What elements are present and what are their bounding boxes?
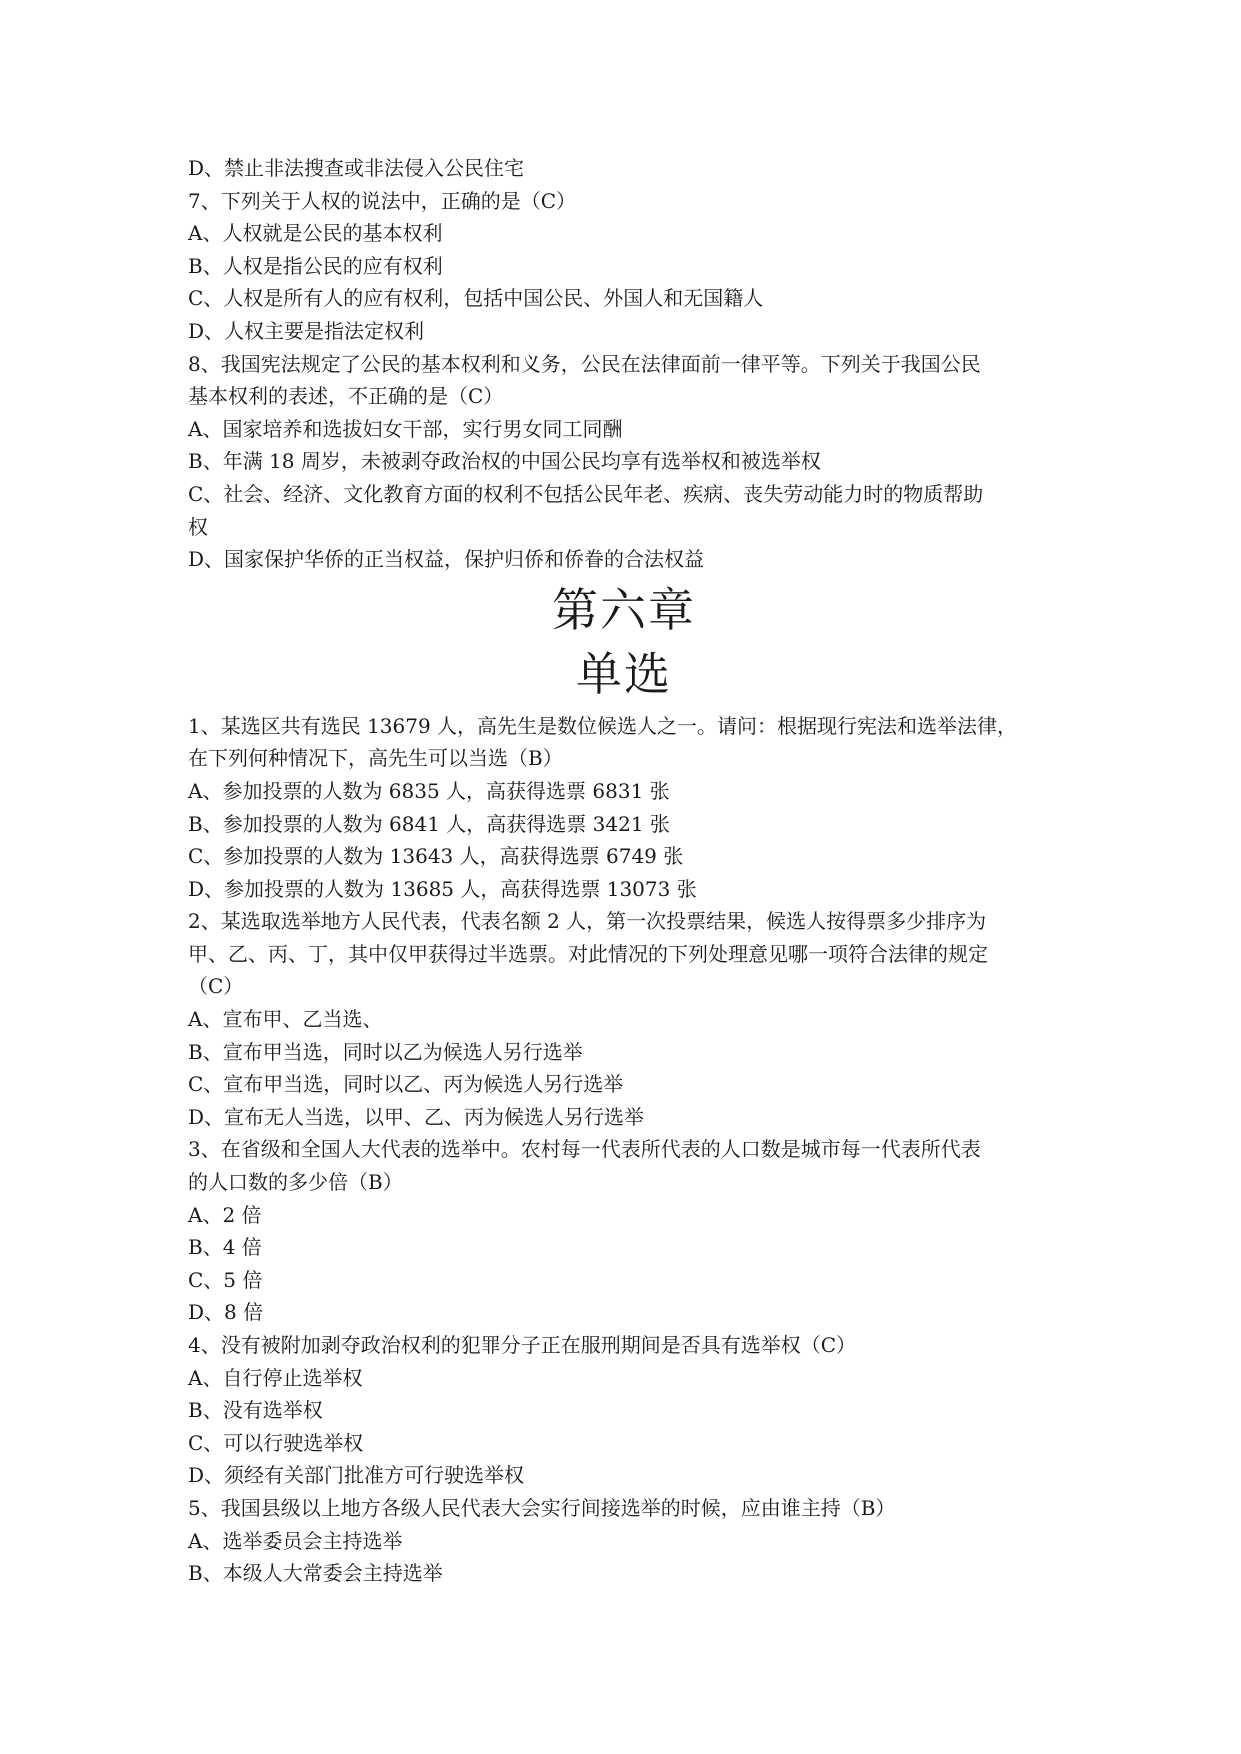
option-line: A、国家培养和选拔妇女干部，实行男女同工同酬 [188,416,623,441]
option-line: C、社会、经济、文化教育方面的权利不包括公民年老、疾病、丧失劳动能力时的物质帮助 [188,481,984,506]
option-line: B、年满 18 周岁，未被剥夺政治权的中国公民均享有选举权和被选举权 [188,449,821,474]
option-line: A、选举委员会主持选举 [188,1528,403,1553]
option-line: B、参加投票的人数为 6841 人，高获得选票 3421 张 [188,811,670,836]
text-line: D、禁止非法搜查或非法侵入公民住宅 [188,156,525,180]
option-line: C、宣布甲当选，同时以乙、丙为候选人另行选举 [188,1072,624,1097]
question-line: 5、我国县级以上地方各级人民代表大会实行间接选举的时候，应由谁主持（B） [188,1495,896,1520]
question-line: 甲、乙、丙、丁，其中仅甲获得过半选票。对此情况的下列处理意见哪一项符合法律的规定 [188,941,988,966]
option-line: D、须经有关部门批准方可行驶选举权 [188,1463,525,1488]
question-line: 1、某选区共有选民 13679 人，高先生是数位候选人之一。请问：根据现行宪法和选举法律， [188,713,1018,738]
question-line: 的人口数的多少倍（B） [188,1170,403,1195]
option-line: D、人权主要是指法定权利 [188,318,425,343]
option-line: A、宣布甲、乙当选、 [188,1007,383,1032]
option-line: B、本级人大常委会主持选举 [188,1561,443,1586]
option-line: D、8 倍 [188,1300,264,1325]
option-line: B、4 倍 [188,1235,262,1260]
option-line: B、人权是指公民的应有权利 [188,253,443,278]
option-line: B、没有选举权 [188,1398,323,1423]
question-line: （C） [188,974,244,999]
section-title: 单选 [576,646,672,701]
document-page [188,152,1060,1590]
option-line: A、自行停止选举权 [188,1365,363,1390]
chapter-title: 第六章 [552,582,696,637]
text-block-before-heading [188,152,1060,576]
option-line: D、宣布无人当选，以甲、乙、丙为候选人另行选举 [188,1104,645,1129]
question-line: 在下列何种情况下，高先生可以当选（B） [188,746,563,771]
option-line: C、5 倍 [188,1267,263,1292]
option-line: A、人权就是公民的基本权利 [188,221,443,246]
option-line: B、宣布甲当选，同时以乙为候选人另行选举 [188,1039,583,1064]
option-line: D、国家保护华侨的正当权益，保护归侨和侨眷的合法权益 [188,547,705,572]
option-line: C、参加投票的人数为 13643 人，高获得选票 6749 张 [188,844,684,869]
text-block-after-heading [188,710,1060,1590]
option-line: A、参加投票的人数为 6835 人，高获得选票 6831 张 [188,778,670,803]
option-line: C、可以行驶选举权 [188,1430,364,1455]
question-line: 7、下列关于人权的说法中，正确的是（C） [188,188,577,213]
question-line: 3、在省级和全国人大代表的选举中。农村每一代表所代表的人口数是城市每一代表所代表 [188,1137,981,1162]
option-line: A、2 倍 [188,1202,262,1227]
question-line: 4、没有被附加剥夺政治权利的犯罪分子正在服刑期间是否具有选举权（C） [188,1333,857,1357]
question-line: 基本权利的表述，不正确的是（C） [188,384,504,409]
option-line: C、人权是所有人的应有权利，包括中国公民、外国人和无国籍人 [188,286,764,311]
question-line: 2、某选取选举地方人民代表，代表名额 2 人，第一次投票结果，候选人按得票多少排序为 [188,909,987,934]
option-line: D、参加投票的人数为 13685 人，高获得选票 13073 张 [188,876,697,901]
option-line: 权 [188,514,208,539]
question-line: 8、我国宪法规定了公民的基本权利和义务，公民在法律面前一律平等。下列关于我国公民 [188,351,981,376]
